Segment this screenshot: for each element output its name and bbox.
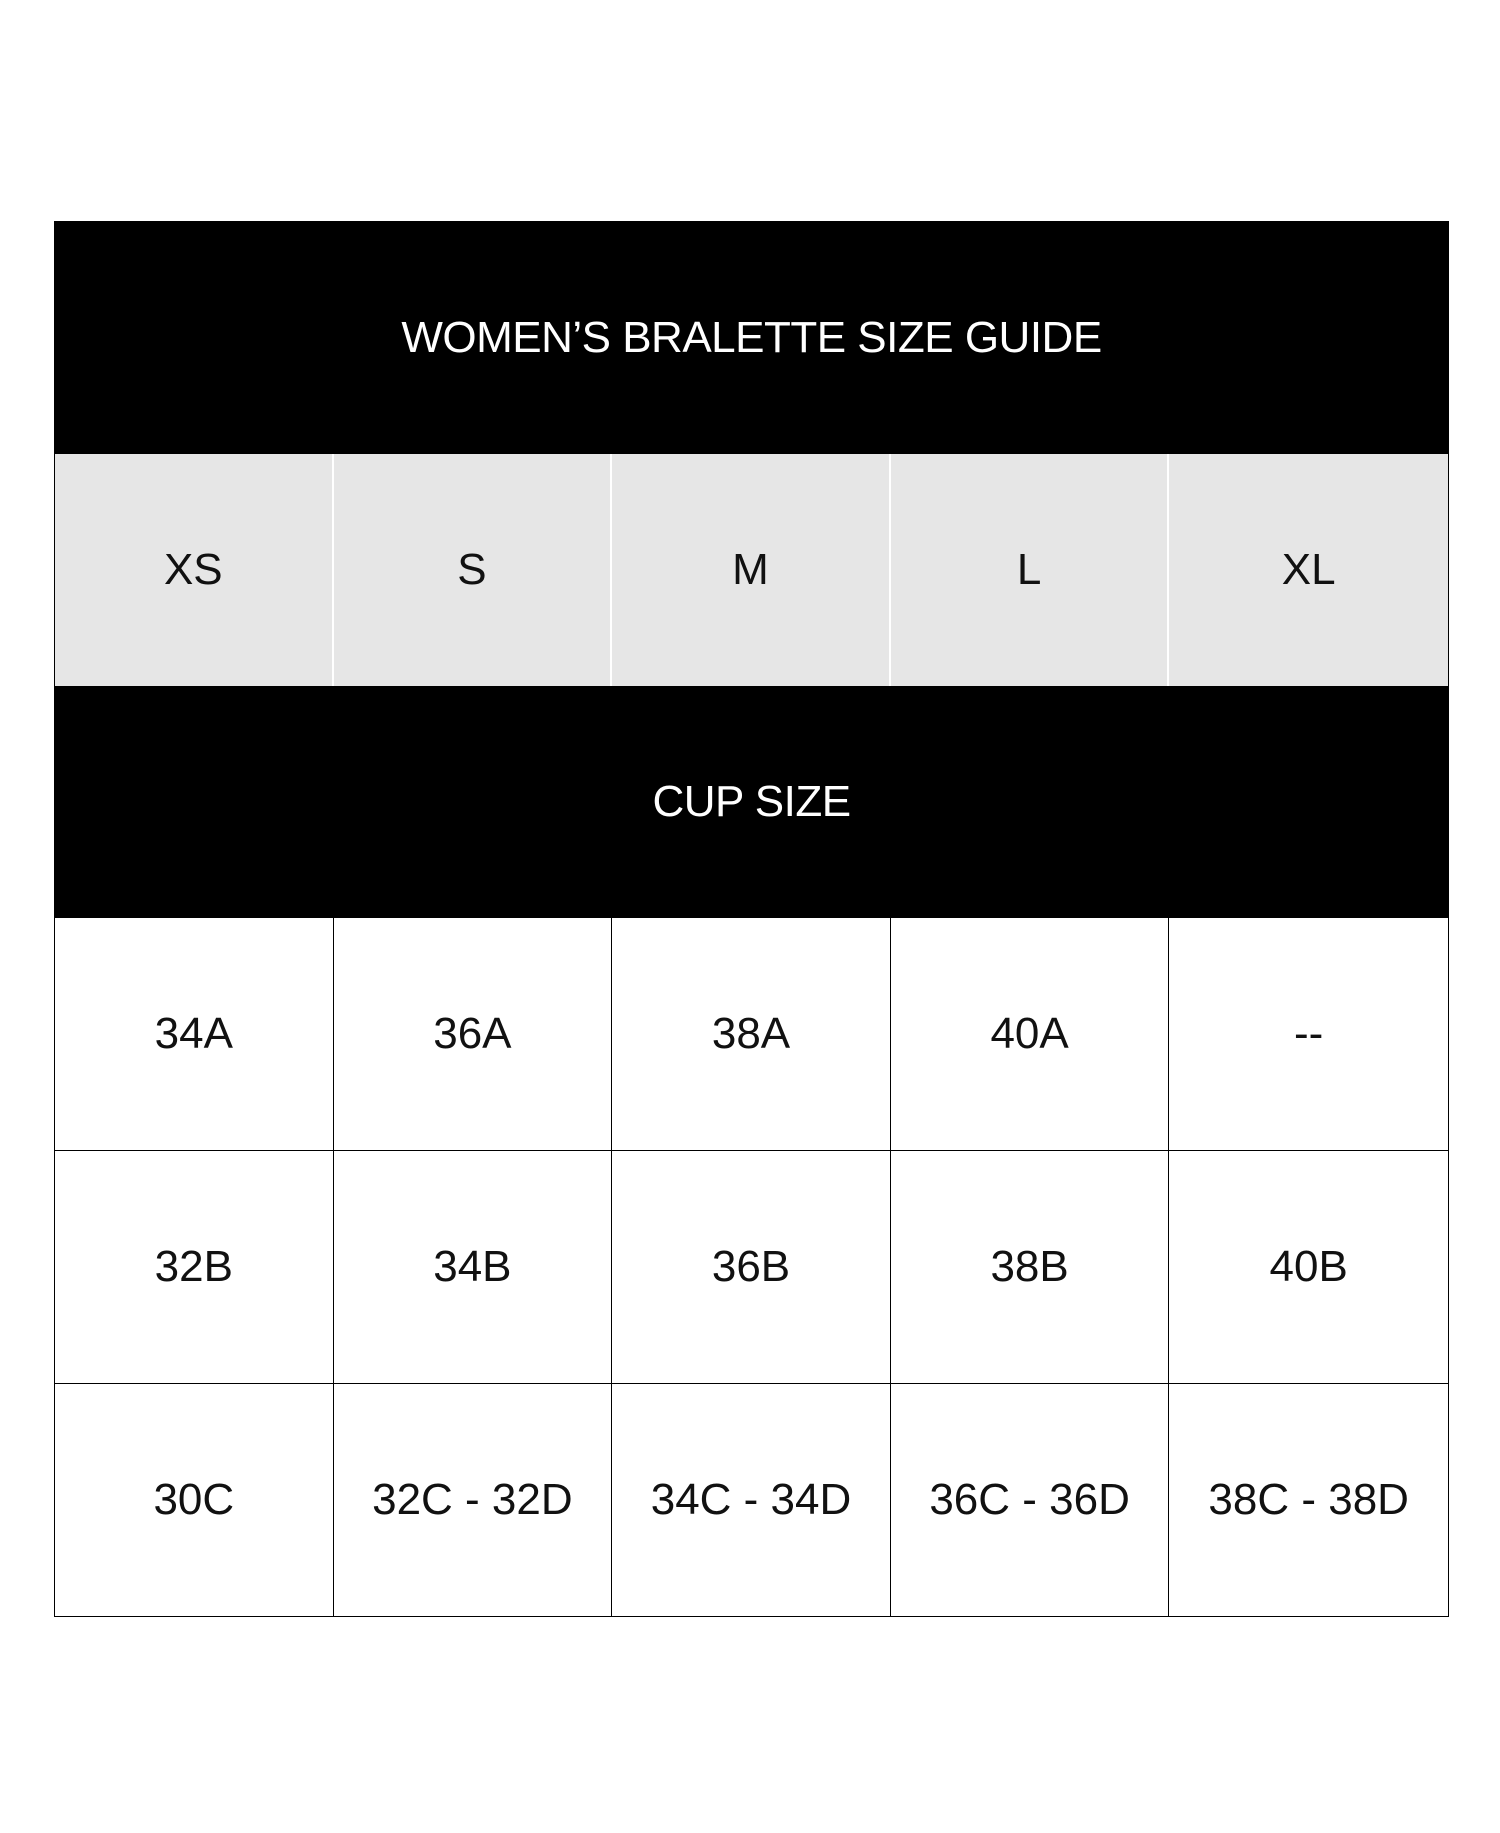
cup-size-cell: 34B <box>334 1151 613 1383</box>
size-guide-title: WOMEN’S BRALETTE SIZE GUIDE <box>55 222 1448 454</box>
size-guide-table <box>54 221 1449 1617</box>
cup-size-cell: 36A <box>334 918 613 1150</box>
cup-size-cell: 40A <box>891 918 1170 1150</box>
size-label-l: L <box>891 454 1170 686</box>
size-label-xl: XL <box>1281 545 1336 594</box>
cup-size-cell: -- <box>1294 1009 1324 1058</box>
size-label-s: S <box>334 454 613 686</box>
cup-size-cell: 40B <box>1269 1242 1348 1291</box>
table-row <box>55 1150 1448 1383</box>
size-label-m: M <box>612 454 891 686</box>
size-header-row <box>55 454 1448 686</box>
cup-size-cell: 38C - 38D <box>1208 1475 1409 1524</box>
size-label-xs: XS <box>55 454 334 686</box>
table-row <box>55 1383 1448 1616</box>
cup-size-cell: 34C - 34D <box>612 1384 891 1616</box>
cup-size-cell: 38B <box>891 1151 1170 1383</box>
cup-size-cell: 38A <box>612 918 891 1150</box>
cup-size-cell: 30C <box>55 1384 334 1616</box>
cup-size-cell: 34A <box>55 918 334 1150</box>
cup-size-cell: 32C - 32D <box>334 1384 613 1616</box>
cup-size-header: CUP SIZE <box>55 686 1448 918</box>
cup-size-cell: 32B <box>55 1151 334 1383</box>
cup-size-cell: 36C - 36D <box>891 1384 1170 1616</box>
table-row <box>55 918 1448 1150</box>
cup-size-cell: 36B <box>612 1151 891 1383</box>
